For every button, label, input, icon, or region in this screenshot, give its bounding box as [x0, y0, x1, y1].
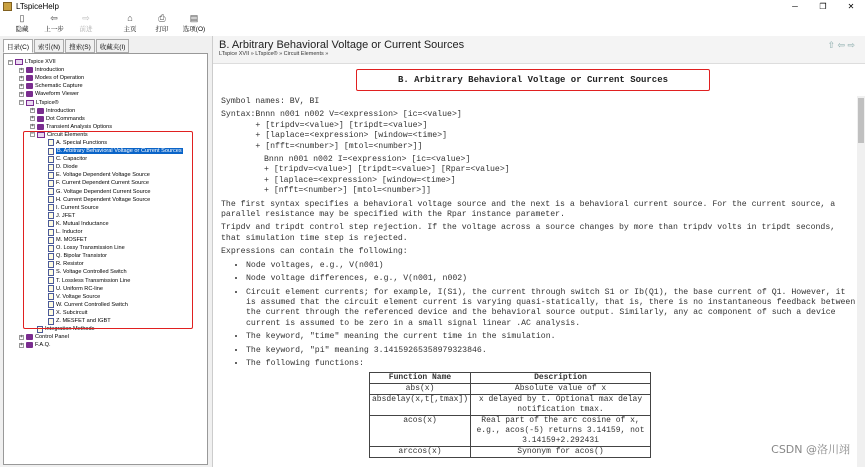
tree-item[interactable]	[4, 74, 207, 82]
syntax-line: Bnnn n001 n002 I=<expression> [ic=<value>]	[264, 155, 471, 165]
expand-icon[interactable]: +	[20, 90, 23, 97]
maximize-button[interactable]: ❐	[819, 2, 827, 11]
syntax-line: + [nfft=<number>] [mtol=<number>]]	[264, 186, 432, 196]
table-row	[370, 416, 651, 447]
table-row	[370, 447, 651, 458]
expression-list	[246, 261, 857, 370]
tree-item-label: G. Voltage Dependent Current Source	[56, 188, 151, 195]
page-heading: B. Arbitrary Behavioral Voltage or Current Sources	[356, 69, 710, 91]
paragraph: The first syntax specifies a behavioral voltage source and the next is a behavioral current source. For the current source, a parallel resistance may be specified with the Rpar instance parameter.	[221, 199, 836, 220]
expand-icon[interactable]: +	[31, 123, 34, 130]
back-button[interactable]	[38, 13, 70, 36]
expand-icon[interactable]: +	[20, 74, 23, 81]
syntax-label: Syntax:	[221, 110, 256, 120]
topic-body	[213, 69, 865, 458]
content-pane	[212, 36, 865, 467]
tree-item-label: Control Panel	[35, 334, 69, 341]
list-item: • Node voltages, e.g., V(n001)	[246, 261, 857, 271]
book-icon	[26, 67, 33, 73]
tree-item[interactable]	[4, 333, 207, 341]
expand-icon[interactable]: +	[31, 115, 34, 122]
tree-item-label: B. Arbitrary Behavioral Voltage or Current Sources	[57, 148, 182, 155]
tree-item-label: Schematic Capture	[35, 83, 83, 90]
paragraph: Expressions can contain the following:	[221, 247, 408, 257]
nav-tabs	[3, 39, 129, 53]
syntax-line: Bnnn n001 n002 V=<expression> [ic=<value>]	[255, 110, 462, 120]
title-bar	[0, 0, 865, 13]
column-header: Description	[471, 373, 651, 384]
collapse-icon[interactable]: −	[20, 99, 23, 106]
tree-item[interactable]	[4, 98, 207, 106]
tree-item[interactable]	[4, 115, 207, 123]
syntax-line: + [nfft=<number>] [mtol=<number>]]	[255, 141, 423, 151]
toolbar-label: 前进	[79, 26, 93, 33]
up-icon[interactable]: ⇧	[827, 40, 835, 50]
function-name: acos(x)	[370, 416, 471, 447]
list-item: • The following functions:	[246, 359, 857, 369]
list-item: • The keyword, "pi" meaning 3.14159265358979323846.	[246, 346, 857, 356]
expand-icon[interactable]: +	[31, 107, 34, 114]
tree-item-label: V. Voltage Source	[56, 293, 101, 300]
back-icon: ⇦	[50, 13, 58, 23]
syntax-voltage	[255, 110, 461, 152]
tab[interactable]: 索引(N)	[34, 39, 64, 53]
tab[interactable]: 收藏夹(I)	[96, 39, 130, 53]
column-header: Function Name	[370, 373, 471, 384]
tree-item-label: Modes of Operation	[35, 75, 85, 82]
expand-icon[interactable]: +	[20, 341, 23, 348]
book-icon	[26, 91, 33, 97]
tree-item-label: X. Subcircuit	[56, 309, 88, 316]
tree-item-label: C. Capacitor	[56, 156, 88, 163]
toolbar-label: 选项(O)	[182, 26, 206, 33]
toolbar-label: 隐藏	[15, 26, 29, 33]
breadcrumb[interactable]: LTspice XVII » LTspice® » Circuit Elements »	[219, 51, 329, 57]
tree-item-label: H. Current Dependent Voltage Source	[56, 196, 151, 203]
function-description: Absolute value of x	[471, 384, 651, 395]
minimize-button[interactable]: ─	[792, 2, 798, 11]
window-title: LTspiceHelp	[16, 2, 59, 11]
tree-item-label: Z. MESFET and IGBT	[56, 318, 111, 325]
close-button[interactable]: ✕	[847, 2, 855, 11]
tree-item-label: LTspice®	[36, 99, 59, 106]
syntax-line: + [laplace=<expression> [window=<time>]	[264, 175, 456, 185]
forward-button[interactable]	[70, 13, 102, 36]
function-description: Synonym for acos()	[471, 447, 651, 458]
syntax-line: + [laplace=<expression> [window=<time>]	[255, 131, 448, 141]
tree-item-label: Transient Analysis Options	[46, 123, 113, 130]
tree-item-label: R. Resistor	[56, 261, 84, 268]
tree-item-label: Q. Bipolar Transistor	[56, 253, 107, 260]
tree-item-label: F.A.Q.	[35, 342, 51, 349]
tree-item[interactable]	[4, 123, 207, 131]
open-book-icon	[15, 59, 23, 65]
table-row	[370, 384, 651, 395]
forward-icon: ⇨	[82, 13, 90, 23]
tree-item-label: I. Current Source	[56, 204, 99, 211]
syntax-line: + [tripdv=<value>] [tripdt=<value>]	[255, 120, 428, 130]
tree-item[interactable]	[4, 90, 207, 98]
tree-item-label: F. Current Dependent Current Source	[56, 180, 149, 187]
book-icon	[37, 108, 44, 114]
tree-item[interactable]	[4, 58, 207, 66]
toolbar-label: 上一步	[44, 26, 64, 33]
tree-item-label: A. Special Functions	[56, 139, 107, 146]
toolbar-label: 主页	[123, 26, 137, 33]
previous-icon[interactable]: ⇦	[837, 40, 845, 50]
functions-table	[369, 372, 651, 458]
print-button[interactable]	[146, 13, 178, 36]
tree-item-label: Integration Methods	[45, 326, 95, 333]
tree-item-label: Waveform Viewer	[35, 91, 79, 98]
tree-item[interactable]	[4, 66, 207, 74]
tree-item-label: Introduction	[35, 67, 65, 74]
function-description: x delayed by t. Optional max delay notification tmax.	[471, 395, 651, 416]
book-icon	[37, 116, 44, 122]
book-icon	[26, 342, 33, 348]
home-icon: ⌂	[127, 13, 133, 23]
collapse-icon[interactable]: −	[9, 58, 12, 65]
tree-item-label: K. Mutual Inductance	[56, 220, 109, 227]
syntax-current	[264, 155, 857, 197]
tree-item-label: S. Voltage Controlled Switch	[56, 269, 127, 276]
tab[interactable]: 目录(C)	[3, 39, 33, 53]
tree-item[interactable]	[4, 341, 207, 349]
tree-item-label: Dot Commands	[46, 115, 85, 122]
function-name: abs(x)	[370, 384, 471, 395]
topic-header	[213, 36, 865, 64]
book-icon	[26, 83, 33, 89]
book-icon	[26, 334, 33, 340]
expand-icon[interactable]: +	[20, 66, 23, 73]
tab[interactable]: 搜索(S)	[65, 39, 95, 53]
highlight-box	[23, 131, 193, 329]
scrollbar-thumb[interactable]	[858, 98, 864, 143]
tree-item-label: Introduction	[46, 107, 76, 114]
options-button[interactable]	[178, 13, 210, 36]
tree-item-label: Circuit Elements	[47, 131, 88, 138]
collapse-icon[interactable]: −	[31, 131, 34, 138]
expand-icon[interactable]: +	[20, 82, 23, 89]
options-icon: ▤	[189, 13, 199, 23]
tree-item-label: T. Lossless Transmission Line	[56, 277, 131, 284]
list-item: • Node voltage differences, e.g., V(n001, n002)	[246, 274, 857, 284]
symbol-names: Symbol names: BV, BI	[221, 97, 320, 106]
tree-item-label: D. Diode	[56, 164, 78, 171]
tree-item[interactable]	[4, 82, 207, 90]
tree-item[interactable]	[4, 107, 207, 115]
home-button[interactable]	[114, 13, 146, 36]
app-icon	[3, 2, 12, 11]
hide-button[interactable]	[6, 13, 38, 36]
open-book-icon	[26, 100, 34, 106]
hide-icon: ▯	[19, 13, 25, 23]
book-icon	[26, 75, 33, 81]
paragraph: Tripdv and tripdt control step rejection. If the voltage across a source changes by more than tripdv volts in tripdt seconds, that simulation time step is rejected.	[221, 223, 836, 243]
expand-icon[interactable]: +	[20, 333, 23, 340]
tree-item-label: W. Current Controlled Switch	[56, 301, 128, 308]
tree-item-label: L. Inductor	[56, 229, 83, 236]
list-item: • The keyword, "time" meaning the current time in the simulation.	[246, 332, 857, 342]
toolbar-label: 打印	[155, 26, 169, 33]
tree-item-label: M. MOSFET	[56, 237, 88, 244]
topic-title: B. Arbitrary Behavioral Voltage or Current Sources	[219, 39, 465, 51]
function-description: Real part of the arc cosine of x, e.g., acos(-5) returns 3.14159, not 3.14159+2.29243i	[471, 416, 651, 447]
table-row	[370, 395, 651, 416]
watermark: CSDN @洛川翊	[771, 443, 850, 456]
next-icon[interactable]: ⇨	[847, 40, 855, 50]
tree-item-label: O. Lossy Transmission Line	[56, 245, 125, 252]
tree-item-label: LTspice XVII	[25, 59, 56, 66]
book-icon	[37, 124, 44, 130]
function-name: absdelay(x,t[,tmax])	[370, 395, 471, 416]
scrollbar[interactable]	[857, 96, 865, 467]
tree-item-label: E. Voltage Dependent Voltage Source	[56, 172, 150, 179]
toolbar	[0, 13, 865, 36]
syntax-line: + [tripdv=<value>] [tripdt=<value>] [Rpar=<value>]	[264, 165, 510, 175]
print-icon: ⎙	[158, 13, 166, 23]
function-name: arccos(x)	[370, 447, 471, 458]
list-item: • Circuit element currents; for example, I(S1), the current through switch S1 or Ib(Q1), the base current of Q1. However, it is assumed that the circuit element current is varying quasi-statically, that is, there is no instantaneous feedback between the current through the referenced device and the behavioral source output. Similarly, any ac component of such a device current is assumed to be zero in a small signal linear .AC analysis.	[246, 288, 857, 330]
tree-item-label: J. JFET	[56, 212, 76, 219]
tree-item-label: U. Uniform RC-line	[56, 285, 103, 292]
